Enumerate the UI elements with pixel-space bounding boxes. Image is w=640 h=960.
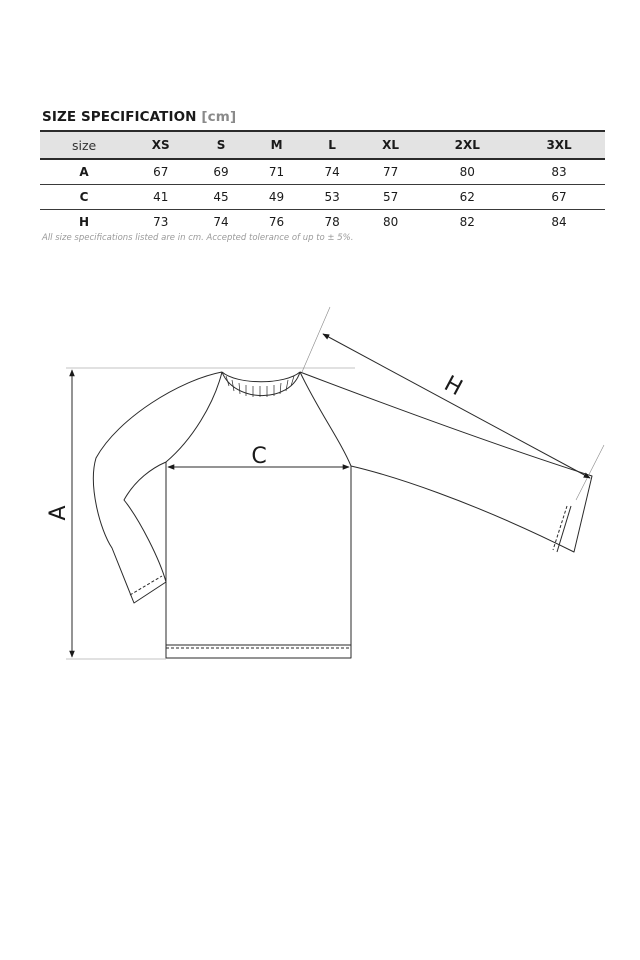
- table-cell: 67: [128, 159, 193, 185]
- table-cell: 80: [421, 159, 513, 185]
- table-cell: 73: [153, 215, 169, 229]
- label-a: A: [46, 505, 71, 521]
- table-cell: 83: [513, 159, 605, 185]
- row-label: H: [79, 215, 90, 229]
- table-cell: 80: [382, 215, 399, 229]
- label-c: C: [251, 444, 267, 469]
- table-cell: 74: [213, 215, 229, 229]
- size-header-label: size: [40, 131, 128, 159]
- size-col-l: L: [304, 131, 360, 159]
- table-cell: 57: [360, 185, 421, 210]
- table-cell: 77: [360, 159, 421, 185]
- table-cell: 78: [324, 215, 340, 229]
- table-cell: 69: [193, 159, 249, 185]
- table-cell: 45: [193, 185, 249, 210]
- title-unit: [cm]: [201, 109, 237, 125]
- size-col-xs: XS: [128, 131, 193, 159]
- table-cell: 49: [249, 185, 305, 210]
- table-cell: 84: [551, 215, 567, 229]
- table-cell: 76: [268, 215, 285, 229]
- measure-a: [66, 368, 355, 659]
- measure-h: [302, 307, 604, 500]
- size-col-s: S: [193, 131, 249, 159]
- table-cell: 67: [513, 185, 605, 210]
- table-cell: 71: [249, 159, 305, 185]
- table-cell: 82: [459, 215, 475, 229]
- size-col-2xl: 2XL: [421, 131, 513, 159]
- table-cell: 41: [128, 185, 193, 210]
- tolerance-note: All size specifications listed are in cm. Accepted tolerance of up to ± 5%.: [42, 233, 354, 243]
- title-main: SIZE SPECIFICATION: [42, 109, 197, 125]
- label-h: H: [439, 371, 467, 402]
- size-col-m: M: [249, 131, 305, 159]
- table-cell: 62: [421, 185, 513, 210]
- table-cell: 53: [304, 185, 360, 210]
- row-label: C: [40, 185, 128, 210]
- longsleeve-shirt-outline: [93, 372, 592, 658]
- table-cell: 74: [304, 159, 360, 185]
- row-label: A: [40, 159, 128, 185]
- size-col-xl: XL: [360, 131, 421, 159]
- size-col-3xl: 3XL: [513, 131, 605, 159]
